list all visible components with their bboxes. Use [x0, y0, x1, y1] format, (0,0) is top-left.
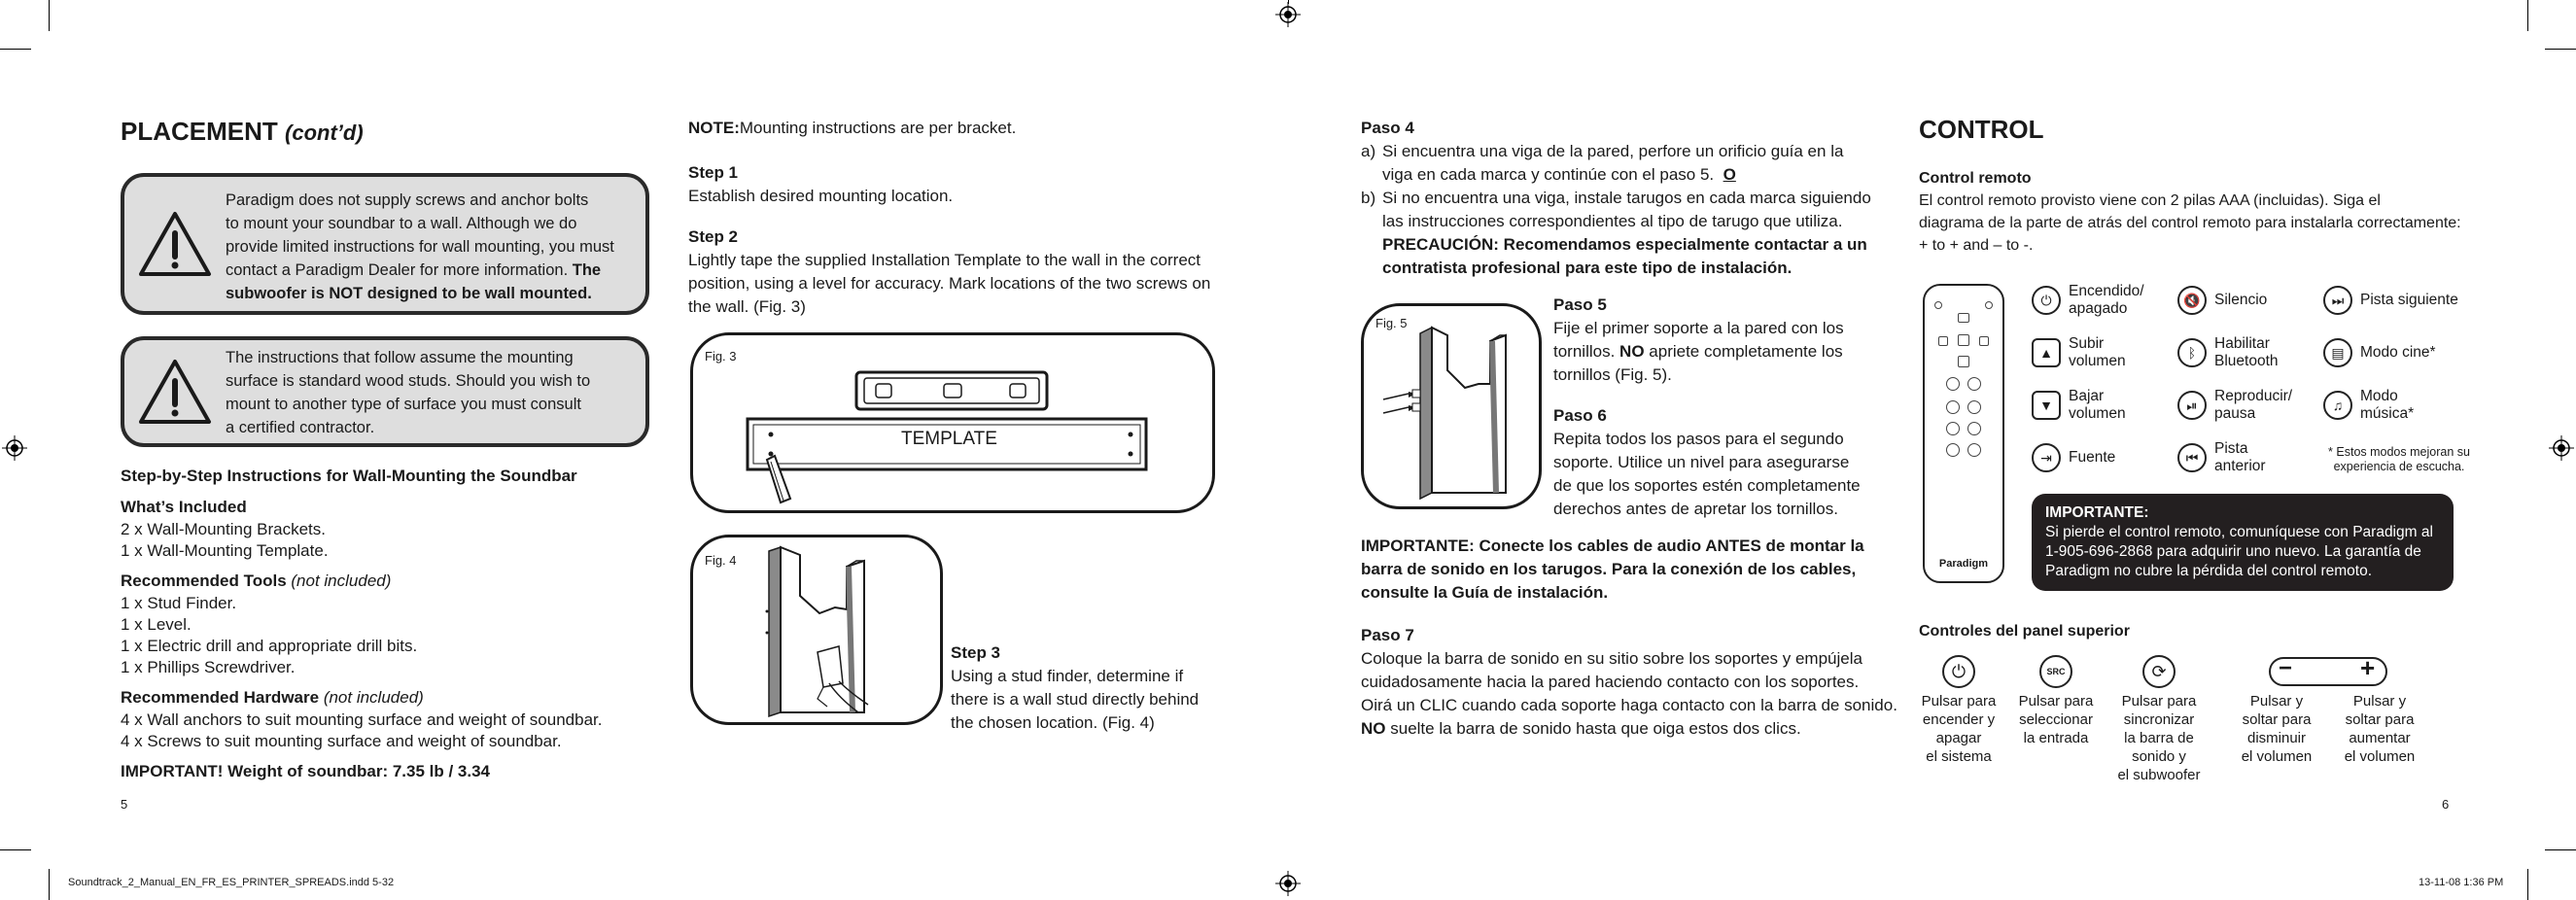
step-title: Step 2 [688, 227, 739, 246]
remote-button [1938, 336, 1948, 346]
importante-note [1361, 535, 1905, 605]
step-no: NO [1619, 342, 1645, 361]
importante-box [2032, 494, 2454, 591]
step-title: Paso 5 [1553, 295, 1607, 314]
caution-text: contratista profesional para este tipo de instalación. [1382, 259, 1793, 277]
steps-title: Step-by-Step Instructions for Wall-Mounting the Soundbar [121, 467, 577, 485]
section-title: What’s Included [121, 498, 247, 516]
function-label: Reproducir/ pausa [2214, 388, 2293, 422]
music-mode-icon: ♫ [2323, 391, 2352, 420]
remote-button [1967, 443, 1981, 457]
step-text: the wall. (Fig. 3) [688, 297, 806, 316]
importante-line: barra de sonido en los tarugos. Para la conexión de los cables, [1361, 560, 1857, 578]
volume-down-icon: ▼ [2032, 391, 2061, 420]
heading-text: PLACEMENT [121, 117, 278, 146]
step-text: suelte la barra de sonido hasta que oiga estos dos clics. [1390, 719, 1801, 738]
panel-title: Controles del panel superior [1919, 623, 2130, 640]
body-text: + to + and – to -. [1919, 237, 2034, 254]
step3 [951, 641, 1223, 735]
page-number: 6 [2442, 797, 2450, 812]
slug-date: 13-11-08 1:36 PM [2419, 877, 2504, 888]
importante-line: IMPORTANTE: Conecte los cables de audio ANTES de montar la [1361, 537, 1864, 555]
step-title: Step 3 [951, 643, 1001, 662]
registration-mark-icon [1275, 871, 1301, 896]
warning-icon [138, 210, 212, 278]
note-label: NOTE: [688, 119, 740, 137]
remote-button [1946, 400, 1960, 414]
modes-note: * Estos modos mejoran su experiencia de escucha. [2328, 445, 2470, 473]
step-text: Establish desired mounting location. [688, 187, 954, 205]
heading-suffix: (cont’d) [285, 121, 364, 145]
function-label: Habilitar Bluetooth [2214, 335, 2279, 369]
remote-button [1946, 443, 1960, 457]
step-text: de que los soportes estén completamente [1553, 476, 1861, 495]
remote-button [1967, 422, 1981, 435]
function-label: Encendido/ apagado [2069, 283, 2144, 317]
panel-label: Pulsar para encender y apagar el sistema [1921, 693, 1997, 765]
step-title: Paso 4 [1361, 119, 1414, 137]
function-label: Bajar volumen [2069, 388, 2126, 422]
warning-icon [138, 358, 212, 426]
list-item: 4 x Wall anchors to suit mounting surface and weight of soundbar. [121, 710, 603, 729]
step-title: Paso 7 [1361, 626, 1414, 644]
function-label: Modo música* [2360, 388, 2415, 422]
step-title: Paso 6 [1553, 406, 1607, 425]
panel-sync-icon: ⟳ [2142, 655, 2176, 688]
volume-minus-icon: − [2279, 655, 2293, 681]
caution-text: PRECAUCIÓN: Recomendamos especialmente contactar a un [1382, 235, 1867, 254]
function-label: Subir volumen [2069, 335, 2126, 369]
template-illustration [693, 335, 1212, 510]
panel-label: Pulsar y soltar para disminuir el volumen [2241, 693, 2313, 765]
template-label: TEMPLATE [901, 429, 997, 449]
warning-text [226, 346, 638, 439]
bracket-illustration [1364, 306, 1539, 506]
figure-3 [690, 332, 1215, 513]
function-label: Silencio [2214, 292, 2268, 308]
warning-bold: The [572, 261, 602, 279]
section-note: (not included) [323, 688, 424, 707]
section-note: (not included) [291, 571, 392, 590]
note-text: Mounting instructions are per bracket. [739, 119, 1017, 137]
step-text: Coloque la barra de sonido en su sitio sobre los soportes y empújela [1361, 649, 1862, 668]
panel-label: Pulsar para sincronizar la barra de sonido y el subwoofer [2117, 693, 2201, 783]
step-text: las instrucciones correspondientes al tipo de tarugo que utiliza. [1382, 212, 1843, 230]
control-remoto [1919, 167, 2522, 257]
step-text: there is a wall stud directly behind [951, 690, 1200, 709]
list-item: 1 x Stud Finder. [121, 594, 237, 612]
figure-label: Fig. 5 [1375, 316, 1408, 330]
step-title: Step 1 [688, 163, 739, 182]
step-text: soporte. Utilice un nivel para asegurarse [1553, 453, 1850, 471]
panel-power-icon: ⏻ [1942, 655, 1975, 688]
remote-brand: Paradigm [1938, 558, 1989, 570]
remote-button [1958, 334, 1969, 346]
stud-finder-illustration [693, 537, 940, 722]
warning-box-surface [121, 336, 649, 447]
warning-bold-line: subwoofer is NOT designed to be wall mounted. [226, 285, 592, 302]
weight-note: IMPORTANT! Weight of soundbar: 7.35 lb / 3.34 [121, 762, 491, 780]
remote-control [1923, 284, 2004, 583]
power-icon: ⏻ [2032, 286, 2061, 315]
step-text: position, using a level for accuracy. Mark locations of the two screws on [688, 274, 1211, 293]
step-text: Using a stud finder, determine if [951, 667, 1184, 685]
importante-box-title: IMPORTANTE: [2045, 504, 2149, 521]
remote-button [1967, 400, 1981, 414]
play-pause-icon: ⏯ [2177, 391, 2207, 420]
panel-label: Pulsar para seleccionar la entrada [2018, 693, 2094, 746]
importante-box-line: Si pierde el control remoto, comuníquese con Paradigm al [2045, 524, 2433, 540]
warning-line: contact a Paradigm Dealer for more information. [226, 261, 569, 279]
importante-box-line: 1-905-696-2868 para adquirir uno nuevo. La garantía de [2045, 543, 2421, 560]
list-item: 1 x Wall-Mounting Template. [121, 541, 329, 560]
section-title: Control remoto [1919, 170, 2032, 187]
step-text: viga en cada marca y continúe con el paso 5. [1382, 165, 1715, 184]
list-item: 2 x Wall-Mounting Brackets. [121, 520, 326, 538]
function-label: Fuente [2069, 449, 2116, 466]
crop-mark [0, 49, 31, 50]
step1 [688, 161, 953, 208]
list-item: 1 x Level. [121, 615, 191, 634]
remote-button [1958, 313, 1969, 323]
list-item: 1 x Phillips Screwdriver. [121, 658, 296, 676]
crop-mark [2545, 49, 2576, 50]
volume-up-icon: ▲ [2032, 338, 2061, 367]
step-text: Si encuentra una viga de la pared, perfore un orificio guía en la [1382, 142, 1844, 160]
volume-plus-icon: + [2360, 653, 2376, 682]
section-title: Recommended Tools [121, 571, 287, 590]
slug-file: Soundtrack_2_Manual_EN_FR_ES_PRINTER_SPREADS.indd 5-32 [68, 877, 395, 888]
warning-line: provide limited instructions for wall mounting, you must [226, 238, 614, 256]
step2 [688, 225, 1233, 319]
figure-label: Fig. 4 [705, 553, 737, 568]
warning-line: Paradigm does not supply screws and anchor bolts [226, 191, 589, 209]
function-label: Pista siguiente [2360, 292, 2458, 308]
crop-mark [2527, 0, 2528, 31]
step-text: cuidadosamente hacia la pared haciendo contacto con los soportes. [1361, 673, 1860, 691]
paso7 [1361, 624, 1925, 741]
remote-button [1946, 422, 1960, 435]
body-text: diagrama de la parte de atrás del control remoto para instalarla correctamente: [1919, 215, 2461, 231]
importante-box-line: Paradigm no cubre la pérdida del control remoto. [2045, 563, 2373, 579]
crop-mark [0, 849, 31, 850]
registration-mark-icon [2, 435, 27, 461]
section-title: Recommended Hardware [121, 688, 320, 707]
page-title [121, 117, 364, 147]
bluetooth-icon: ᛒ [2177, 338, 2207, 367]
step-text: tornillos. [1553, 342, 1616, 361]
panel-label: Pulsar y soltar para aumentar el volumen [2344, 693, 2416, 765]
step-no: NO [1361, 719, 1386, 738]
remote-button [1958, 356, 1969, 367]
previous-track-icon: ⏮ [2177, 443, 2207, 472]
crop-mark [2527, 869, 2528, 900]
cinema-mode-icon: ▤ [2323, 338, 2352, 367]
remote-button [1946, 377, 1960, 391]
mute-icon: 🔇 [2177, 286, 2207, 315]
body-text: El control remoto provisto viene con 2 pilas AAA (incluidas). Siga el [1919, 192, 2381, 209]
remote-button [1967, 377, 1981, 391]
paso5 [1553, 294, 1903, 387]
warning-line: The instructions that follow assume the mounting [226, 349, 574, 366]
crop-mark [49, 0, 50, 31]
figure-5 [1361, 303, 1542, 509]
step-text: Repita todos los pasos para el segundo [1553, 430, 1844, 448]
crop-mark [49, 869, 50, 900]
step-text: Lightly tape the supplied Installation Template to the wall in the correct [688, 251, 1201, 269]
function-label: Pista anterior [2214, 440, 2266, 474]
panel-src-icon [2039, 655, 2072, 688]
remote-button [1985, 301, 1993, 309]
page-number: 5 [121, 797, 128, 812]
step-text: apriete completamente los [1649, 342, 1843, 361]
registration-mark-icon [2549, 435, 2574, 461]
whats-included-section [121, 496, 665, 783]
list-letter: b) [1361, 189, 1376, 207]
registration-mark-icon [1275, 2, 1301, 27]
importante-line: consulte la Guía de instalación. [1361, 583, 1609, 602]
step-or: O [1723, 165, 1736, 184]
src-badge: SRC [2046, 667, 2066, 676]
step-text: Si no encuentra una viga, instale tarugos en cada marca siguiendo [1382, 189, 1871, 207]
figure-4 [690, 535, 943, 725]
warning-line: mount to another type of surface you must consult [226, 396, 581, 413]
remote-button [1934, 301, 1942, 309]
step-text: derechos antes de apretar los tornillos. [1553, 500, 1838, 518]
list-item: 4 x Screws to suit mounting surface and weight of soundbar. [121, 732, 562, 750]
paso6 [1553, 404, 1913, 521]
step-text: tornillos (Fig. 5). [1553, 365, 1672, 384]
function-label: Modo cine* [2360, 344, 2436, 361]
crop-mark [2545, 849, 2576, 850]
paso4 [1361, 117, 1905, 280]
warning-line: to mount your soundbar to a wall. Although we do [226, 215, 577, 232]
step-text: Fije el primer soporte a la pared con los [1553, 319, 1844, 337]
note-line [688, 117, 1016, 140]
warning-text [226, 189, 638, 305]
remote-button [1979, 336, 1989, 346]
control-heading: CONTROL [1919, 115, 2044, 144]
warning-line: a certified contractor. [226, 419, 375, 436]
step-text: the chosen location. (Fig. 4) [951, 713, 1155, 732]
warning-box-screws [121, 173, 649, 315]
input-icon: ⇥ [2032, 443, 2061, 472]
next-track-icon: ⏭ [2323, 286, 2352, 315]
list-letter: a) [1361, 142, 1376, 160]
step-text: Oirá un CLIC cuando cada soporte haga contacto con la barra de sonido. [1361, 696, 1897, 714]
list-item: 1 x Electric drill and appropriate drill bits. [121, 637, 418, 655]
figure-label: Fig. 3 [705, 349, 737, 363]
warning-line: surface is standard wood studs. Should you wish to [226, 372, 591, 390]
